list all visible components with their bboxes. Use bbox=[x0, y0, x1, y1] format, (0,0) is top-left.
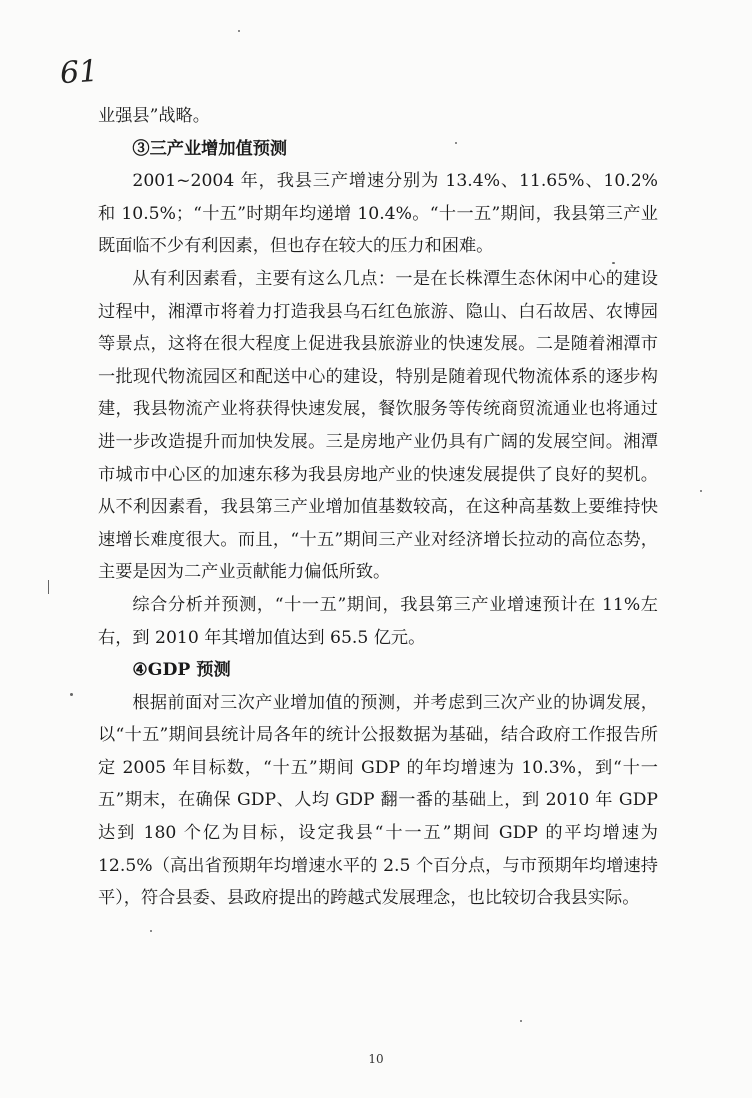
page-number: 10 bbox=[368, 1052, 384, 1066]
paragraph-forecast-summary: 综合分析并预测，“十一五”期间，我县第三产业增速预计在 11%左右，到 2010 年其增加值达到 65.5 亿元。 bbox=[98, 594, 658, 648]
scan-speck bbox=[455, 142, 457, 144]
scan-speck bbox=[70, 693, 73, 696]
paragraph-gdp-forecast: 根据前面对三次产业增加值的预测，并考虑到三次产业的协调发展，以“十五”期间县统计局各年的统计公报数据为基础，结合政府工作报告所定 2005 年目标数，“十五”期间 GDP 的年均增速为 10.3%，到“十一五”期末，在确保 GDP、人均 GDP 翻一番的基础上，到 2010 年 GDP 达到 180 个亿为目标，设定我县“十一五”期间 GDP 的平均增速为 12.5%（高出省预期年均增速水平的 2.5 个百分点，与市预期年均增速持平），符合县委、县政府提出的跨越式发展理念，也比较切合我县实际。 bbox=[98, 692, 658, 909]
paragraph-favorable-factors: 从有利因素看，主要有这么几点：一是在长株潭生态休闲中心的建设过程中，湘潭市将着力打造我县乌石红色旅游、隐山、白石故居、农博园等景点，这将在很大程度上促进我县旅游业的快速发展。二是随着湘潭市一批现代物流园区和配送中心的建设，特别是随着现代物流体系的逐步构建，我县物流产业将获得快速发展，餐饮服务等传统商贸流通业也将通过进一步改造提升而加快发展。三是房地产业仍具有广阔的发展空间。湘潭市城市中心区的加速东移为我县房地产业的快速发展提供了良好的契机。从不利因素看，我县第三产业增加值基数较高，在这种高基数上要维持快速增长难度很大。而且，“十五”期间三产业对经济增长拉动的高位态势，主要是因为二产业贡献能力偏低所致。 bbox=[98, 268, 658, 583]
scan-speck bbox=[700, 490, 702, 492]
scan-speck bbox=[238, 30, 240, 32]
scan-speck bbox=[48, 580, 49, 594]
paragraph-growth-rates: 2001~2004 年，我县三产增速分别为 13.4%、11.65%、10.2%和 10.5%；“十五”时期年均递增 10.4%。“十一五”期间，我县第三产业既面临不少有利因素，但也存在较大的压力和困难。 bbox=[98, 171, 658, 257]
scan-speck bbox=[612, 262, 615, 264]
section-heading-tertiary-industry: ③三产业增加值预测 bbox=[132, 138, 288, 159]
handwritten-page-number: 61 bbox=[58, 53, 100, 92]
scan-speck bbox=[520, 1020, 522, 1022]
body-text bbox=[98, 100, 658, 915]
scan-speck bbox=[150, 930, 152, 932]
section-heading-gdp: ④GDP 预测 bbox=[132, 660, 231, 681]
continuation-line: 业强县”战略。 bbox=[98, 106, 210, 126]
